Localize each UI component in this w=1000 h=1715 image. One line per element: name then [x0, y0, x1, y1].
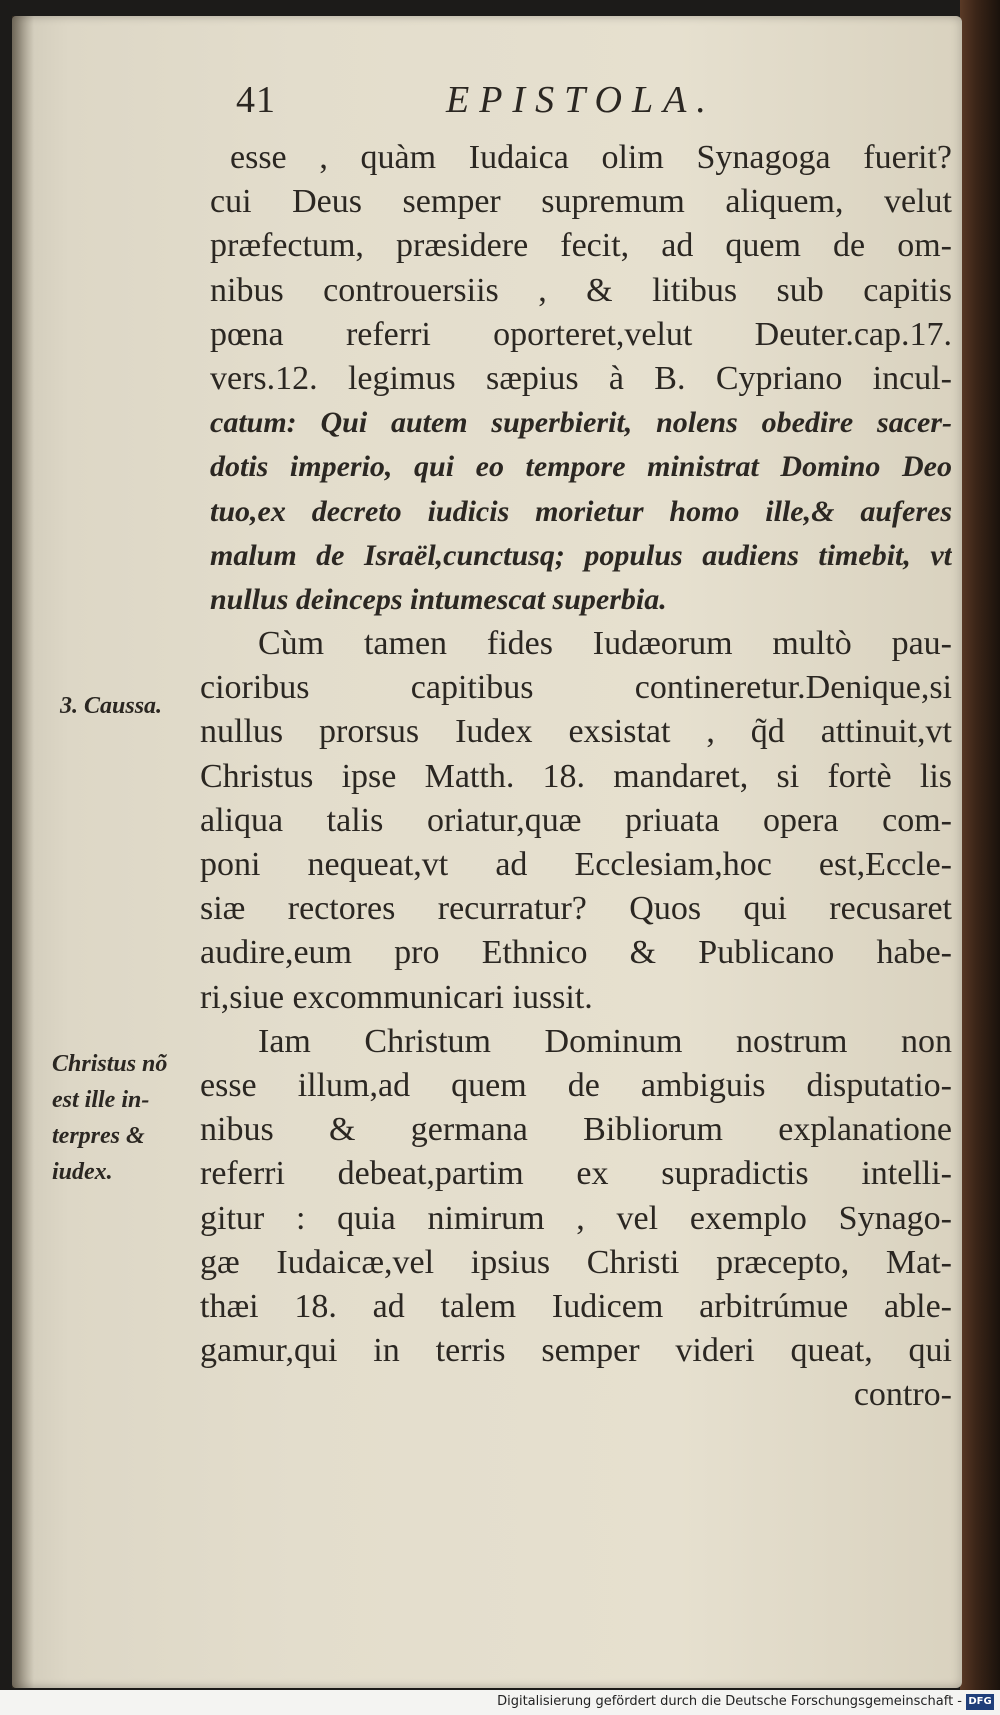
text-line: catum: Qui autem superbierit, nolens obedire sacer- [210, 406, 952, 440]
marginal-note-line: Christus nõ [52, 1051, 168, 1077]
text-line: referri debeat,partim ex supradictis intelli- [200, 1155, 952, 1193]
running-title: EPISTOLA. [446, 79, 716, 121]
text-line: aliqua talis oriatur,quæ priuata opera com- [200, 801, 952, 839]
book-edge [960, 0, 1000, 1715]
text-line: nibus controuersiis , & litibus sub capitis [210, 271, 952, 309]
footer-bar [0, 1690, 1000, 1715]
page-number: 41 [236, 79, 276, 121]
text-line: poni nequeat,vt ad Ecclesiam,hoc est,Eccle- [200, 846, 952, 883]
spine-shadow [12, 16, 34, 1688]
text-line: audire,eum pro Ethnico & Publicano habe- [200, 934, 952, 972]
text-line: dotis imperio, qui eo tempore ministrat Domino Deo [210, 450, 952, 484]
text-line: cioribus capitibus contineretur.Denique,si [200, 669, 952, 707]
body-text [200, 136, 952, 1417]
marginal-note-line: est ille in- [52, 1087, 150, 1113]
marginal-note-caussa: 3. Caussa. [60, 693, 163, 719]
text-line: cui Deus semper supremum aliquem, velut [210, 183, 952, 221]
text-line: thæi 18. ad talem Iudicem arbitrúmue able- [200, 1287, 952, 1325]
marginal-note-christus [52, 1046, 202, 1190]
dfg-logo-icon: DFG [966, 1694, 994, 1710]
text-line: tuo,ex decreto iudicis morietur homo ille,& auferes [210, 494, 952, 528]
footer-credit: Digitalisierung gefördert durch die Deutsche Forschungsgemeinschaft - [497, 1694, 962, 1709]
text-line: gitur : quia nimirum , vel exemplo Synago- [200, 1199, 952, 1237]
text-line: malum de Israël,cunctusq; populus audiens timebit, vt [210, 538, 952, 572]
text-line: ri,siue excommunicari iussit. [200, 978, 593, 1016]
text-line: gæ Iudaicæ,vel ipsius Christi præcepto, Mat- [200, 1243, 952, 1281]
page-header [236, 78, 956, 124]
text-line: Iam Christum Dominum nostrum non [258, 1022, 952, 1060]
text-line: pœna referri oporteret,velut Deuter.cap.17. [210, 315, 952, 353]
marginal-note-line: iudex. [52, 1159, 113, 1185]
text-line: præfectum, præsidere fecit, ad quem de om- [210, 227, 952, 265]
marginal-note-line: terpres & [52, 1123, 145, 1149]
text-line: siæ rectores recurratur? Quos qui recusaret [200, 890, 952, 928]
catchword: contro- [853, 1376, 952, 1414]
text-line: nullus prorsus Iudex exsistat , q̃d attinuit,vt [200, 713, 952, 751]
text-line: nullus deinceps intumescat superbia. [210, 582, 667, 616]
text-line: vers.12. legimus sæpius à B. Cypriano incul- [210, 359, 952, 397]
text-line: esse , quàm Iudaica olim Synagoga fuerit? [230, 139, 952, 176]
text-line: Cùm tamen fides Iudæorum multò pau- [258, 625, 952, 663]
text-line: gamur,qui in terris semper videri queat, qui [200, 1332, 952, 1370]
text-line: esse illum,ad quem de ambiguis disputatio- [200, 1066, 952, 1104]
text-line: nibus & germana Bibliorum explanatione [200, 1111, 952, 1149]
text-line: Christus ipse Matth. 18. mandaret, si fortè lis [200, 757, 952, 795]
